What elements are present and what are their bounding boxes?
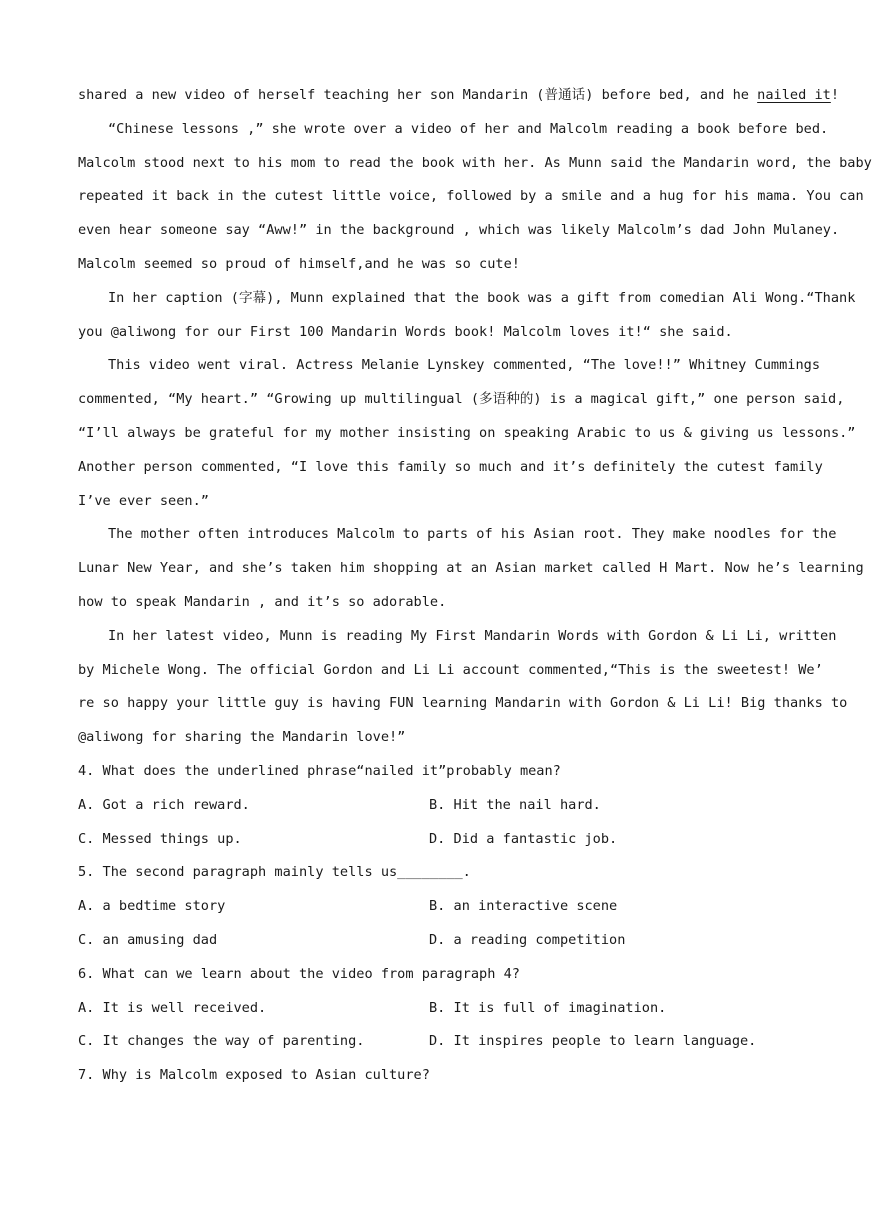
paragraph-6-line: @aliwong for sharing the Mandarin love!” xyxy=(78,729,406,746)
paragraph-2-line: even hear someone say “Aww!” in the background , which was likely Malcolm’s dad John Mulaney. xyxy=(78,222,840,239)
paragraph-2-line: repeated it back in the cutest little voice, followed by a smile and a hug for his mama. You can xyxy=(78,188,864,205)
question-6-option-a: A. It is well received. xyxy=(78,999,267,1016)
paragraph-2-line: Malcolm seemed so proud of himself,and he was so cute! xyxy=(78,255,520,272)
question-6-options-row xyxy=(78,1025,782,1059)
paragraph-5-line: The mother often introduces Malcolm to parts of his Asian root. They make noodles for the xyxy=(108,526,837,543)
question-5-options-row xyxy=(78,924,782,958)
paragraph-2-line: Malcolm stood next to his mom to read the book with her. As Munn said the Mandarin word, the baby xyxy=(78,154,872,171)
paragraph-4-line: Another person commented, “I love this family so much and it’s definitely the cutest family xyxy=(78,458,823,475)
question-5-stem: 5. The second paragraph mainly tells us________. xyxy=(78,864,471,881)
paragraph-1-line xyxy=(78,79,840,113)
paragraph-6-line: In her latest video, Munn is reading My First Mandarin Words with Gordon & Li Li, written xyxy=(108,627,837,644)
paragraph-4-line: I’ve ever seen.” xyxy=(78,492,209,509)
question-4-option-c: C. Messed things up. xyxy=(78,830,242,847)
paragraph-1-end: ! xyxy=(830,87,840,103)
question-6-option-d: D. It inspires people to learn language. xyxy=(429,1033,757,1050)
question-6-option-b: B. It is full of imagination. xyxy=(429,999,667,1016)
question-4-option-d: D. Did a fantastic job. xyxy=(429,830,618,847)
paragraph-4-line: commented, “My heart.” “Growing up multilingual (多语种的) is a magical gift,” one person said, xyxy=(78,391,845,408)
question-4-options-row xyxy=(78,789,782,823)
question-5-option-a: A. a bedtime story xyxy=(78,898,226,915)
reading-passage xyxy=(78,79,872,1093)
question-5-options-row xyxy=(78,890,782,924)
paragraph-4-line: This video went viral. Actress Melanie Lynskey commented, “The love!!” Whitney Cummings xyxy=(108,357,821,374)
question-5-option-d: D. a reading competition xyxy=(429,931,626,948)
question-4-option-b: B. Hit the nail hard. xyxy=(429,796,601,813)
paragraph-3-line: you @aliwong for our First 100 Mandarin Words book! Malcolm loves it!“ she said. xyxy=(78,323,733,340)
question-4-options-row xyxy=(78,823,782,857)
question-7-stem: 7. Why is Malcolm exposed to Asian culture? xyxy=(78,1067,430,1084)
question-4-stem: 4. What does the underlined phrase“nailed it”probably mean? xyxy=(78,762,561,779)
paragraph-6-line: re so happy your little guy is having FUN learning Mandarin with Gordon & Li Li! Big thanks to xyxy=(78,695,848,712)
question-6-options-row xyxy=(78,992,782,1026)
question-4-option-a: A. Got a rich reward. xyxy=(78,796,250,813)
paragraph-4-line: “I’ll always be grateful for my mother insisting on speaking Arabic to us & giving us lessons.” xyxy=(78,424,856,441)
paragraph-5-line: Lunar New Year, and she’s taken him shopping at an Asian market called H Mart. Now he’s learning xyxy=(78,560,864,577)
question-5-option-b: B. an interactive scene xyxy=(429,898,618,915)
question-5-option-c: C. an amusing dad xyxy=(78,931,218,948)
paragraph-6-line: by Michele Wong. The official Gordon and Li Li account commented,“This is the sweetest! We’ xyxy=(78,661,823,678)
paragraph-5-line: how to speak Mandarin , and it’s so adorable. xyxy=(78,593,447,610)
paragraph-1-text: shared a new video of herself teaching her son Mandarin (普通话) before bed, and he xyxy=(78,87,758,103)
underlined-phrase: nailed it xyxy=(757,87,831,103)
paragraph-2-line: “Chinese lessons ,” she wrote over a video of her and Malcolm reading a book before bed. xyxy=(108,120,829,137)
question-6-option-c: C. It changes the way of parenting. xyxy=(78,1033,365,1050)
paragraph-3-line: In her caption (字幕), Munn explained that the book was a gift from comedian Ali Wong.“Thank xyxy=(108,289,856,306)
question-6-stem: 6. What can we learn about the video from paragraph 4? xyxy=(78,965,520,982)
